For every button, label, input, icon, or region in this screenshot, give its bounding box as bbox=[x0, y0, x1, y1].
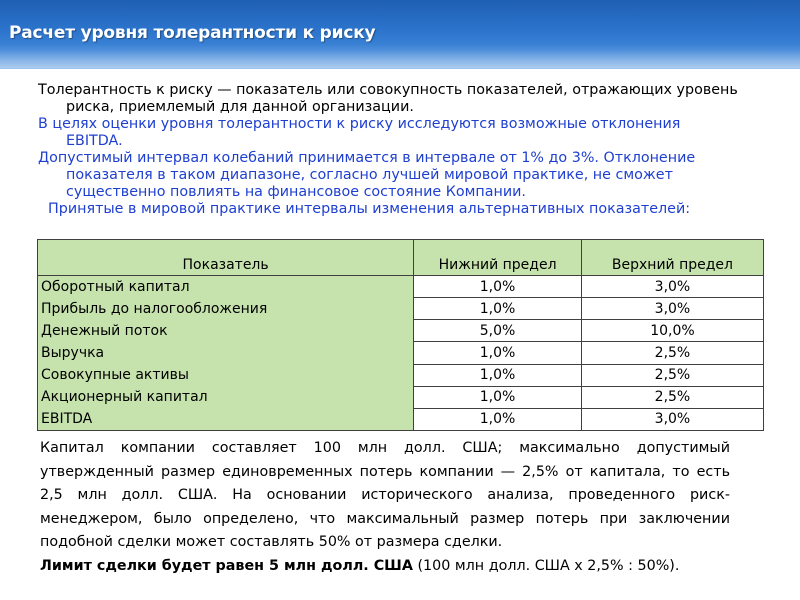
intro-paragraph-table-lead: Принятые в мировой практике интервалы изменения альтернативных показателей: bbox=[48, 201, 691, 217]
title-bar bbox=[0, 0, 800, 69]
lower-limit-value: 1,0% bbox=[414, 276, 582, 298]
indicator-name: Акционерный капитал bbox=[41, 389, 208, 405]
upper-limit-value: 2,5% bbox=[581, 386, 763, 408]
table-header-row bbox=[38, 240, 764, 276]
conclusion-paragraph: Капитал компании составляет 100 млн долл. США; максимально допустимый утвержденный размер единовременных потерь компании — 2,5% от капитала, то есть 2,5 млн долл. США. На основании исторического анализа, проведенного риск-менеджером, было определено, что максимальный размер потерь при заключении подобной сделки может составлять 50% от размера сделки. bbox=[40, 440, 730, 550]
upper-limit-value: 3,0% bbox=[581, 298, 763, 320]
intro-paragraph-interval: Допустимый интервал колебаний принимается в интервале от 1% до 3%. Отклонение показателя в таком диапазоне, согласно лучшей мировой практике, не сможет существенно повлиять на финансовое состояние Компании. bbox=[38, 150, 696, 200]
limit-paragraph bbox=[40, 555, 730, 579]
intro-paragraph-ebitda: В целях оценки уровня толерантности к риску исследуются возможные отклонения EBITDA. bbox=[38, 116, 681, 149]
intro-text bbox=[38, 82, 738, 218]
upper-limit-value: 3,0% bbox=[581, 408, 763, 430]
indicator-names-cell bbox=[38, 276, 414, 431]
intro-paragraph-definition: Толерантность к риску — показатель или совокупность показателей, отражающих уровень риска, приемлемый для данной организации. bbox=[38, 82, 738, 115]
limit-formula: (100 млн долл. США x 2,5% : 50%). bbox=[412, 557, 680, 574]
indicator-name: EBITDA bbox=[41, 411, 93, 427]
upper-limit-value: 10,0% bbox=[581, 320, 763, 342]
lower-limit-value: 1,0% bbox=[414, 408, 582, 430]
lower-limit-value: 1,0% bbox=[414, 386, 582, 408]
upper-limit-value: 2,5% bbox=[581, 364, 763, 386]
indicator-name: Оборотный капитал bbox=[41, 279, 190, 295]
indicator-name: Выручка bbox=[41, 345, 105, 361]
upper-limit-value: 3,0% bbox=[581, 276, 763, 298]
table-row bbox=[38, 276, 764, 298]
limit-statement: Лимит сделки будет равен 5 млн долл. США bbox=[40, 557, 413, 574]
indicator-name: Прибыль до налогообложения bbox=[41, 301, 268, 317]
indicator-name: Совокупные активы bbox=[41, 367, 189, 383]
lower-limit-value: 1,0% bbox=[414, 342, 582, 364]
header-indicator: Показатель bbox=[38, 240, 414, 276]
tolerance-table bbox=[37, 239, 764, 431]
title-bar-shine bbox=[0, 44, 800, 68]
header-lower-limit: Нижний предел bbox=[414, 240, 582, 276]
lower-limit-value: 1,0% bbox=[414, 364, 582, 386]
header-upper-limit: Верхний предел bbox=[581, 240, 763, 276]
lower-limit-value: 5,0% bbox=[414, 320, 582, 342]
indicator-name: Денежный поток bbox=[41, 323, 168, 339]
slide-title: Расчет уровня толерантности к риску bbox=[9, 23, 376, 43]
lower-limit-value: 1,0% bbox=[414, 298, 582, 320]
conclusion-text bbox=[40, 437, 730, 578]
upper-limit-value: 2,5% bbox=[581, 342, 763, 364]
